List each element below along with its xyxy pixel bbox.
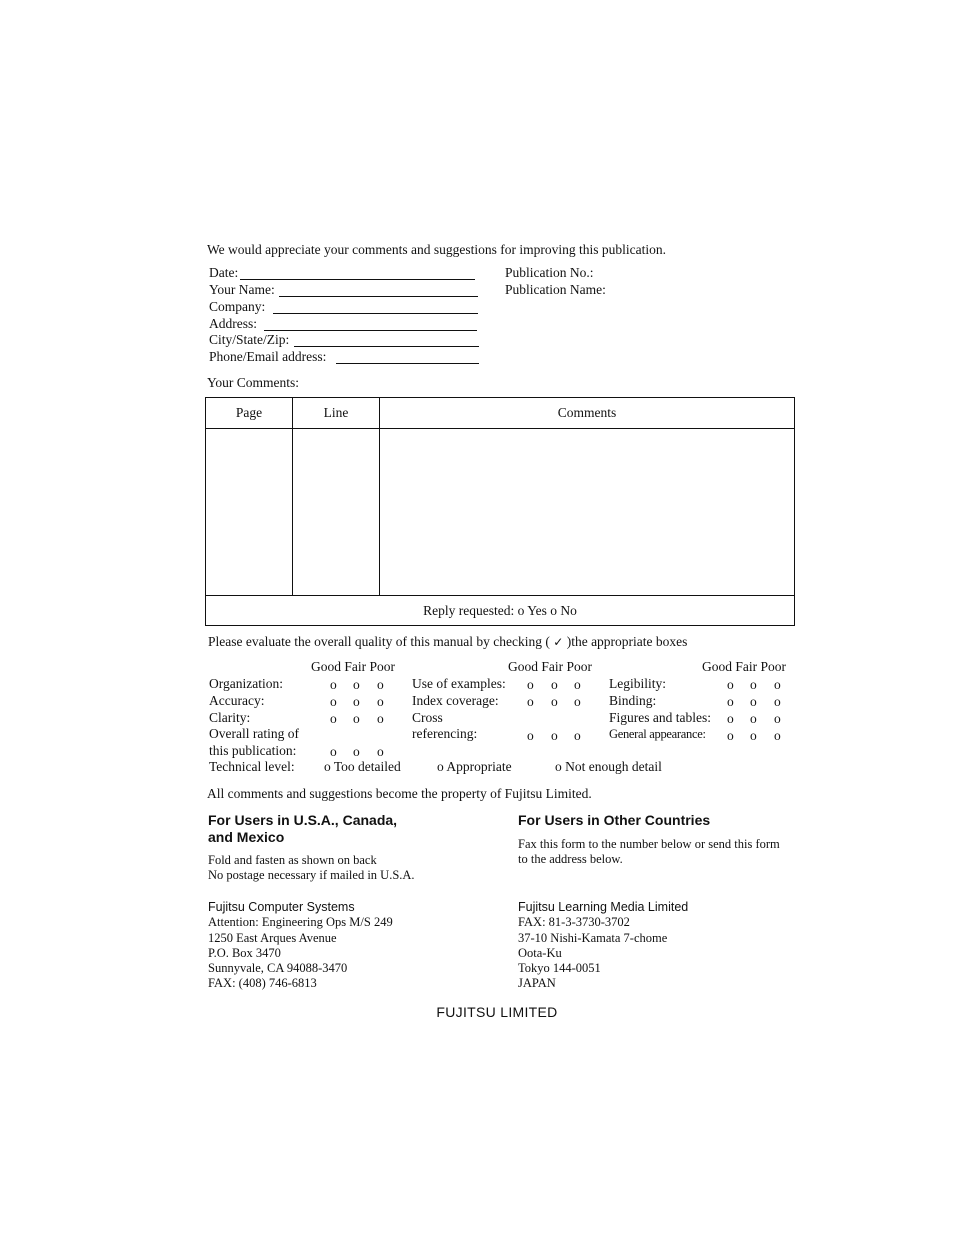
evaluate-text-end: )the appropriate boxes [566,634,688,649]
comments-cell[interactable] [380,429,795,596]
comments-column-header: Comments [380,398,795,429]
company-field[interactable] [273,313,478,314]
clarity-fair-radio[interactable]: o [353,711,360,726]
date-label: Date: [209,265,239,280]
name-label: Your Name: [209,282,275,297]
legibility-label: Legibility: [609,676,666,691]
accuracy-poor-radio[interactable]: o [377,694,384,709]
legibility-good-radio[interactable]: o [727,677,734,692]
accuracy-fair-radio[interactable]: o [353,694,360,709]
usa-address-line: P.O. Box 3470 [208,945,281,960]
accuracy-label: Accuracy: [209,693,265,708]
accuracy-good-radio[interactable]: o [330,694,337,709]
page-cell[interactable] [206,429,293,596]
clarity-label: Clarity: [209,710,251,725]
index-fair-radio[interactable]: o [551,694,558,709]
evaluate-instruction [208,635,687,649]
comments-table [205,397,795,626]
comments-label: Your Comments: [207,375,300,390]
other-instructions [518,837,780,868]
line-cell[interactable] [293,429,380,596]
general-appearance-label: General appearance: [609,727,706,741]
cross-ref-good-radio[interactable]: o [527,728,534,743]
appearance-fair-radio[interactable]: o [750,728,757,743]
not-enough-detail-option[interactable]: o Not enough detail [555,759,662,774]
page-column-header: Page [206,398,293,429]
usa-address-line: Sunnyvale, CA 94088-3470 [208,961,348,976]
clarity-good-radio[interactable]: o [330,711,337,726]
index-good-radio[interactable]: o [527,694,534,709]
phone-field[interactable] [336,363,479,364]
date-field[interactable] [240,279,475,280]
binding-poor-radio[interactable]: o [774,694,781,709]
too-detailed-option[interactable]: o Too detailed [324,759,401,774]
use-of-examples-label: Use of examples: [412,676,506,691]
cross-ref-fair-radio[interactable]: o [551,728,558,743]
organization-fair-radio[interactable]: o [353,677,360,692]
usa-address-block [208,900,393,992]
organization-good-radio[interactable]: o [330,677,337,692]
usa-address-line: 1250 East Arques Avenue [208,930,337,945]
legibility-poor-radio[interactable]: o [774,677,781,692]
legibility-fair-radio[interactable]: o [750,677,757,692]
company-label: Company: [209,299,266,314]
examples-fair-radio[interactable]: o [551,677,558,692]
publication-name-label: Publication Name: [505,282,606,297]
figures-fair-radio[interactable]: o [750,711,757,726]
address-field[interactable] [264,330,477,331]
organization-label: Organization: [209,676,283,691]
usa-instruction-line: No postage necessary if mailed in U.S.A. [208,868,415,883]
binding-fair-radio[interactable]: o [750,694,757,709]
referencing-label: referencing: [412,726,478,741]
appropriate-option[interactable]: o Appropriate [437,759,512,774]
usa-instructions [208,853,415,884]
usa-heading: For Users in U.S.A., Canada, and Mexico [208,812,398,845]
rating-header-3: Good Fair Poor [702,659,786,674]
usa-fax: FAX: (408) 746-6813 [208,976,317,991]
figures-good-radio[interactable]: o [727,711,734,726]
address-label: Address: [209,316,257,331]
binding-label: Binding: [609,693,657,708]
publication-no-label: Publication No.: [505,265,594,280]
footer-company: FUJITSU LIMITED [436,1004,558,1020]
other-instruction-line: to the address below. [518,852,623,867]
overall-poor-radio[interactable]: o [377,744,384,759]
phone-label: Phone/Email address: [209,349,327,364]
appearance-poor-radio[interactable]: o [774,728,781,743]
check-mark-icon: ✓ [553,635,564,649]
other-address-line: Oota-Ku [518,945,562,960]
line-column-header: Line [293,398,380,429]
index-poor-radio[interactable]: o [574,694,581,709]
usa-company: Fujitsu Computer Systems [208,900,355,914]
other-address-line: 37-10 Nishi-Kamata 7-chome [518,930,668,945]
property-note: All comments and suggestions become the property of Fujitsu Limited. [207,786,592,801]
usa-address-line: Attention: Engineering Ops M/S 249 [208,915,393,930]
city-field[interactable] [294,346,479,347]
overall-fair-radio[interactable]: o [353,744,360,759]
figures-tables-label: Figures and tables: [609,710,711,725]
examples-good-radio[interactable]: o [527,677,534,692]
intro-text: We would appreciate your comments and suggestions for improving this publication. [207,242,666,257]
other-fax: FAX: 81-3-3730-3702 [518,915,630,930]
other-address-block [518,900,688,992]
binding-good-radio[interactable]: o [727,694,734,709]
other-company: Fujitsu Learning Media Limited [518,900,689,914]
examples-poor-radio[interactable]: o [574,677,581,692]
overall-good-radio[interactable]: o [330,744,337,759]
appearance-good-radio[interactable]: o [727,728,734,743]
name-field[interactable] [279,296,478,297]
city-label: City/State/Zip: [209,332,290,347]
figures-poor-radio[interactable]: o [774,711,781,726]
clarity-poor-radio[interactable]: o [377,711,384,726]
cross-label: Cross [412,710,443,725]
overall-rating-label: Overall rating of [209,726,299,741]
other-address-line: JAPAN [518,976,556,991]
index-coverage-label: Index coverage: [412,693,499,708]
technical-level-label: Technical level: [209,759,295,774]
organization-poor-radio[interactable]: o [377,677,384,692]
this-publication-label: this publication: [209,743,297,758]
reply-requested[interactable]: Reply requested: o Yes o No [206,596,795,626]
cross-ref-poor-radio[interactable]: o [574,728,581,743]
evaluate-text-start: Please evaluate the overall quality of this manual by checking ( [208,634,550,649]
rating-header-2: Good Fair Poor [508,659,592,674]
usa-instruction-line: Fold and fasten as shown on back [208,853,377,867]
other-address-line: Tokyo 144-0051 [518,961,601,976]
other-instruction-line: Fax this form to the number below or send this form [518,837,780,851]
rating-header-1: Good Fair Poor [311,659,395,674]
other-heading: For Users in Other Countries [518,812,711,828]
